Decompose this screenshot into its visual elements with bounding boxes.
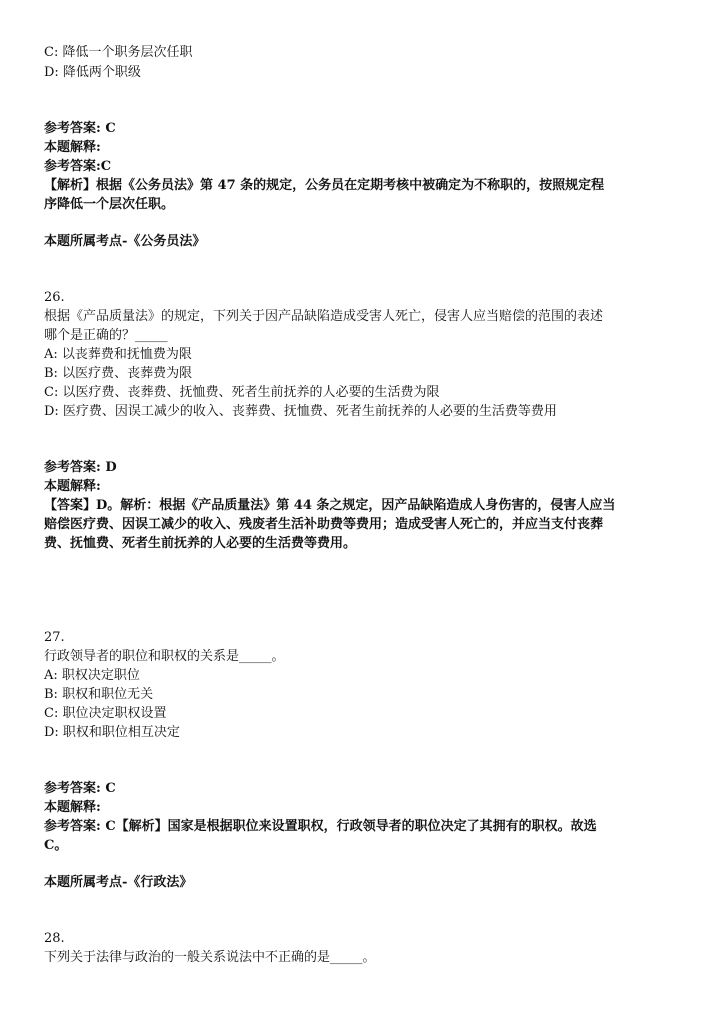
prev-answer-repeat: 参考答案:C	[44, 159, 112, 174]
q26-answer: 参考答案: D	[44, 460, 117, 475]
prev-option-c: C: 降低一个职务层次任职	[44, 45, 193, 60]
q26-analysis-line-1: 【答案】D。解析：根据《产品质量法》第 44 条之规定，因产品缺陷造成人身伤害的，侵害人应当	[44, 498, 616, 513]
prev-topic: 本题所属考点-《公务员法》	[44, 234, 206, 249]
q26-option-c: C: 以医疗费、丧葬费、抚恤费、死者生前抚养的人必要的生活费为限	[44, 385, 440, 400]
prev-explain-label: 本题解释:	[44, 140, 101, 155]
q27-analysis-line-1: 参考答案: C【解析】国家是根据职位来设置职权，行政领导者的职位决定了其拥有的职权。故选	[44, 819, 597, 834]
q27-answer: 参考答案: C	[44, 781, 116, 796]
q27-option-b: B: 职权和职位无关	[44, 687, 154, 702]
q28-number: 28.	[44, 931, 65, 946]
q26-option-d: D: 医疗费、因误工减少的收入、丧葬费、抚恤费、死者生前抚养的人必要的生活费等费用	[44, 404, 557, 419]
prev-analysis-line-1: 【解析】根据《公务员法》第 47 条的规定，公务员在定期考核中被确定为不称职的，按照规定程	[44, 178, 605, 193]
q26-option-b: B: 以医疗费、丧葬费为限	[44, 366, 193, 381]
q27-stem: 行政领导者的职位和职权的关系是_____。	[44, 649, 285, 664]
q27-analysis-line-2: C。	[44, 838, 68, 853]
q26-analysis-line-3: 费、抚恤费、死者生前抚养的人必要的生活费等费用。	[44, 536, 357, 551]
q27-option-d: D: 职权和职位相互决定	[44, 725, 180, 740]
q27-option-c: C: 职位决定职权设置	[44, 706, 167, 721]
q28-stem: 下列关于法律与政治的一般关系说法中不正确的是_____。	[44, 950, 376, 965]
q27-number: 27.	[44, 630, 65, 645]
prev-answer: 参考答案: C	[44, 121, 116, 136]
q26-analysis-line-2: 赔偿医疗费、因误工减少的收入、残废者生活补助费等费用；造成受害人死亡的，并应当支付丧葬	[44, 517, 604, 532]
q26-stem-line-1: 根据《产品质量法》的规定，下列关于因产品缺陷造成受害人死亡，侵害人应当赔偿的范围的表述	[44, 309, 604, 324]
q26-number: 26.	[44, 290, 65, 305]
q27-explain-label: 本题解释:	[44, 800, 101, 815]
q26-option-a: A: 以丧葬费和抚恤费为限	[44, 347, 192, 362]
q27-option-a: A: 职权决定职位	[44, 668, 140, 683]
q27-topic: 本题所属考点-《行政法》	[44, 875, 193, 890]
prev-option-d: D: 降低两个职级	[44, 65, 141, 80]
q26-explain-label: 本题解释:	[44, 479, 101, 494]
prev-analysis-line-2: 序降低一个层次任职。	[44, 197, 175, 212]
q26-stem-line-2: 哪个是正确的？_____	[44, 328, 168, 343]
